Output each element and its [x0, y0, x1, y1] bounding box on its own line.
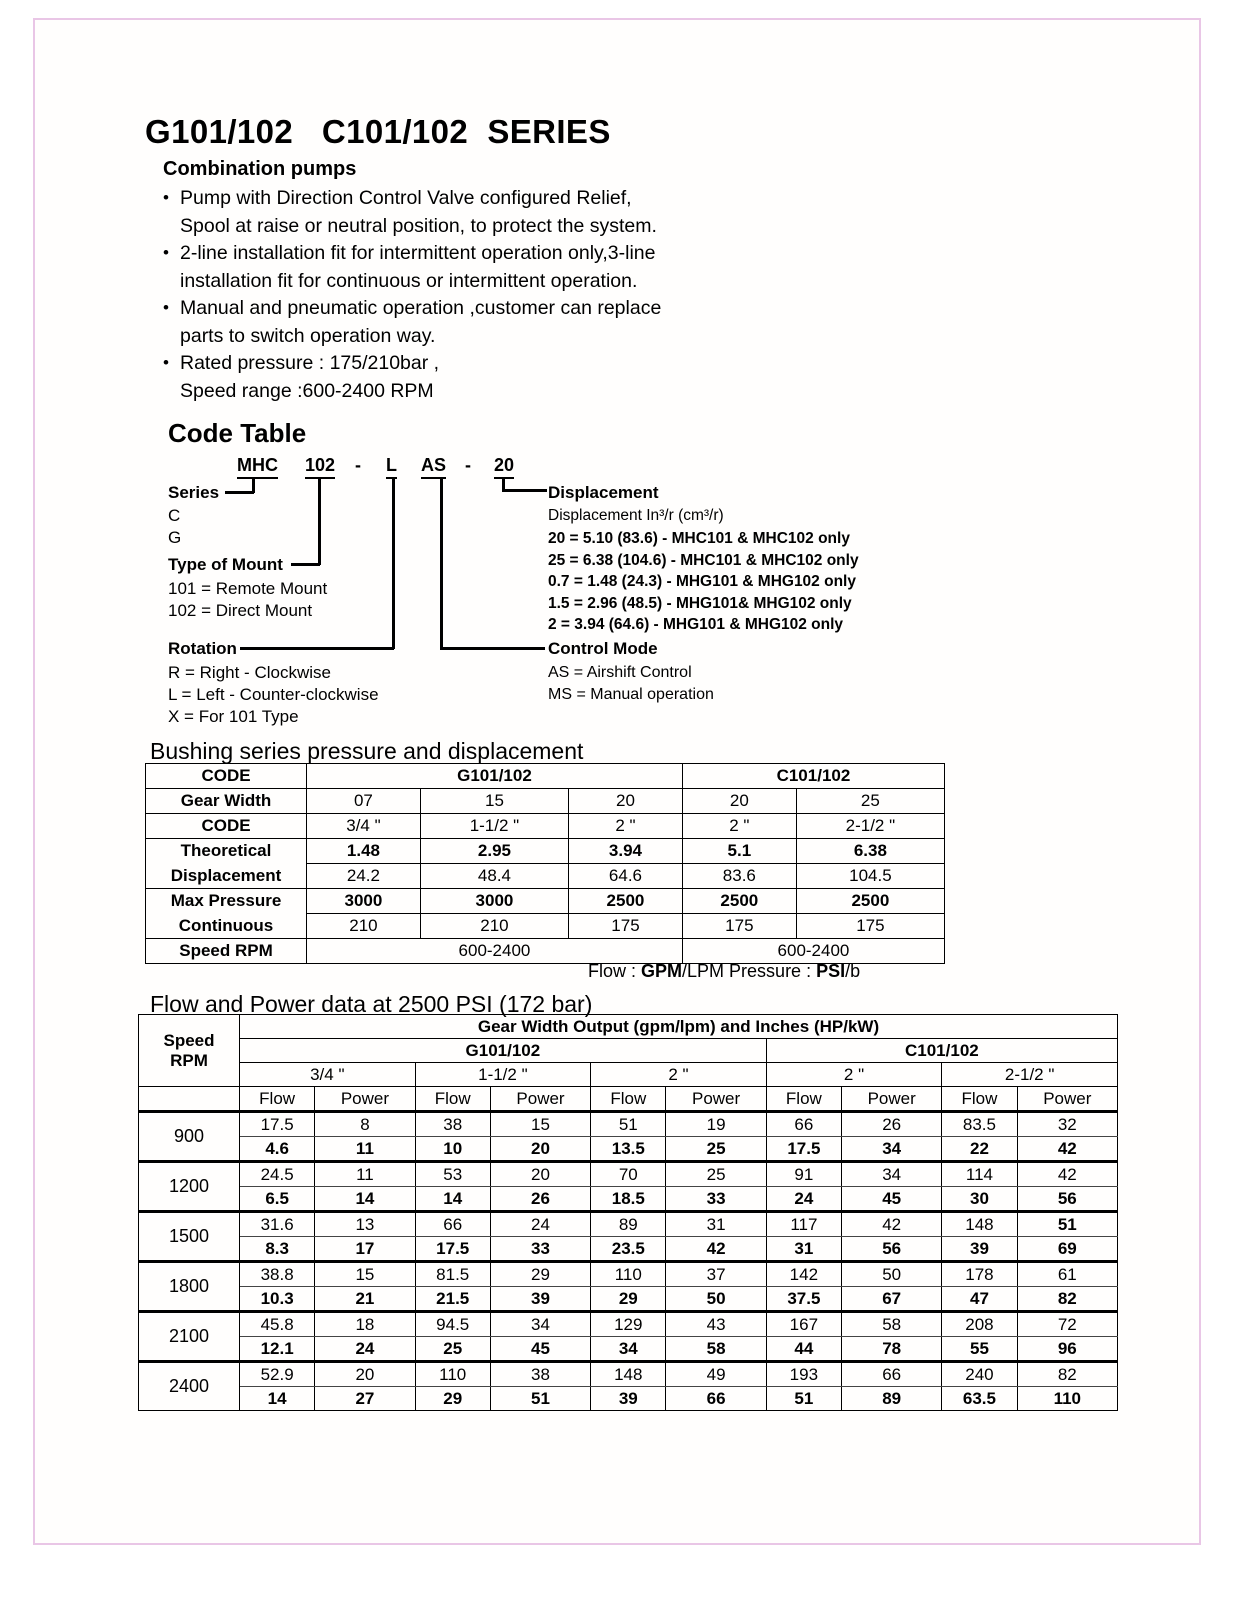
table-cell: 17.5 [415, 1237, 490, 1262]
flow-table-title: Flow and Power data at 2500 PSI (172 bar) [150, 991, 593, 1017]
units-note-gpm: GPM [641, 961, 683, 981]
table-cell: 17 [315, 1237, 415, 1262]
table-cell: 52.9 [240, 1362, 315, 1387]
table-cell: 83.6 [682, 864, 796, 889]
leader-line-rotation-vertical [392, 479, 395, 649]
row-label-rpm: 1500 [139, 1212, 240, 1262]
code-segment-rotation: L [386, 455, 397, 479]
col-header-power: Power [842, 1087, 942, 1112]
flow-group-g: G101/102 [240, 1039, 767, 1063]
table-cell: 32 [1017, 1112, 1117, 1137]
table-row [146, 939, 945, 964]
table-cell: 72 [1017, 1312, 1117, 1337]
table-cell: 17.5 [240, 1112, 315, 1137]
table-cell: 210 [420, 914, 568, 939]
units-note [588, 961, 860, 982]
table-cell: 600-2400 [682, 939, 944, 964]
table-cell: 39 [942, 1237, 1017, 1262]
table-cell: 61 [1017, 1262, 1117, 1287]
table-row [146, 814, 945, 839]
table-cell: 15 [315, 1262, 415, 1287]
leader-line-mount-horizontal [291, 563, 320, 566]
table-cell: 55 [942, 1337, 1017, 1362]
units-note-prefix: Flow : [588, 961, 642, 981]
table-row [146, 889, 945, 914]
table-cell: 2-1/2 " [796, 814, 944, 839]
feature-bullet-list [163, 185, 763, 405]
table-cell: 42 [666, 1237, 766, 1262]
bullet-line: Manual and pneumatic operation ,customer can replace [180, 297, 662, 319]
mount-option: 101 = Remote Mount [168, 579, 328, 598]
table-row [139, 1039, 1118, 1063]
table-cell: 2500 [682, 889, 796, 914]
bushing-code-header: CODE [146, 764, 307, 789]
table-cell: 89 [591, 1212, 666, 1237]
table-cell: 3.94 [569, 839, 683, 864]
table-cell: 47 [942, 1287, 1017, 1312]
leader-line-control-horizontal [440, 647, 545, 650]
table-cell: 34 [591, 1337, 666, 1362]
col-header-power: Power [490, 1087, 590, 1112]
table-cell: 175 [569, 914, 683, 939]
list-item [163, 240, 763, 268]
table-cell: 175 [682, 914, 796, 939]
table-cell: 8.3 [240, 1237, 315, 1262]
displacement-option: 25 = 6.38 (104.6) - MHC101 & MHC102 only [548, 551, 859, 569]
units-note-psi: PSI [816, 961, 846, 981]
flow-top-header: Gear Width Output (gpm/lpm) and Inches (HP/kW) [240, 1015, 1118, 1039]
code-segment-displacement: 20 [494, 455, 514, 479]
leader-line-rotation-horizontal [240, 647, 394, 650]
table-cell: 64.6 [569, 864, 683, 889]
table-cell: 66 [766, 1112, 841, 1137]
rotation-option: R = Right - Clockwise [168, 663, 331, 682]
table-cell: 3/4 " [307, 814, 421, 839]
row-label-rpm: 900 [139, 1112, 240, 1162]
table-cell: 21 [315, 1287, 415, 1312]
table-cell: 13.5 [591, 1137, 666, 1162]
code-separator-1: - [355, 455, 361, 475]
displacement-option: 0.7 = 1.48 (24.3) - MHG101 & MHG102 only [548, 573, 856, 590]
list-item [163, 295, 763, 323]
row-label-continuous: Continuous [146, 914, 307, 939]
bullet-line: parts to switch operation way. [180, 324, 436, 347]
table-cell: 11 [315, 1137, 415, 1162]
table-cell: 12.1 [240, 1337, 315, 1362]
table-cell: 66 [415, 1212, 490, 1237]
table-cell: 56 [1017, 1187, 1117, 1212]
table-cell: 5.1 [682, 839, 796, 864]
flow-group-c: C101/102 [766, 1039, 1117, 1063]
table-cell: 10.3 [240, 1287, 315, 1312]
table-row [139, 1387, 1118, 1411]
table-cell: 94.5 [415, 1312, 490, 1337]
table-cell: 38 [490, 1362, 590, 1387]
leader-line-displacement-horizontal [502, 489, 547, 492]
bullet-line: Rated pressure : 175/210bar , [180, 352, 440, 374]
table-cell: 25 [415, 1337, 490, 1362]
bushing-series-table [145, 763, 945, 964]
row-label-code-inch: CODE [146, 814, 307, 839]
table-cell: 66 [666, 1387, 766, 1411]
mount-option: 102 = Direct Mount [168, 601, 313, 620]
speed-rpm-header [139, 1015, 240, 1087]
table-cell: 69 [1017, 1237, 1117, 1262]
table-cell: 15 [420, 789, 568, 814]
table-cell: 240 [942, 1362, 1017, 1387]
table-cell: 39 [591, 1387, 666, 1411]
table-cell: 11 [315, 1162, 415, 1187]
table-cell: 2500 [796, 889, 944, 914]
displacement-options [548, 528, 859, 636]
units-note-lpm: /LPM Pressure : [682, 961, 817, 981]
row-label-theoretical: Theoretical [146, 839, 307, 864]
table-cell: 20 [569, 789, 683, 814]
table-cell: 6.38 [796, 839, 944, 864]
table-cell: 18 [315, 1312, 415, 1337]
table-cell: 33 [490, 1237, 590, 1262]
table-row [146, 864, 945, 889]
table-cell: 50 [666, 1287, 766, 1312]
table-cell: 17.5 [766, 1137, 841, 1162]
table-cell: 1.48 [307, 839, 421, 864]
table-row [139, 1237, 1118, 1262]
table-cell: 148 [591, 1362, 666, 1387]
table-row [139, 1137, 1118, 1162]
table-cell: 23.5 [591, 1237, 666, 1262]
table-cell: 104.5 [796, 864, 944, 889]
row-label-displacement: Displacement [146, 864, 307, 889]
table-row [146, 914, 945, 939]
table-cell: 24 [490, 1212, 590, 1237]
table-row [139, 1212, 1118, 1237]
table-cell: 29 [415, 1387, 490, 1411]
table-cell: 26 [842, 1112, 942, 1137]
bushing-group-c: C101/102 [682, 764, 944, 789]
table-row [139, 1287, 1118, 1312]
table-cell: 4.6 [240, 1137, 315, 1162]
table-cell: 24 [766, 1187, 841, 1212]
table-cell: 81.5 [415, 1262, 490, 1287]
table-cell: 129 [591, 1312, 666, 1337]
table-row [139, 1112, 1118, 1137]
table-cell: 27 [315, 1387, 415, 1411]
table-cell: 18.5 [591, 1187, 666, 1212]
table-cell: 34 [842, 1137, 942, 1162]
leader-line-mount-vertical [318, 479, 321, 565]
flow-width-col: 2 " [766, 1063, 942, 1087]
table-cell: 91 [766, 1162, 841, 1187]
bullet-line: 2-line installation fit for intermittent operation only,3-line [180, 242, 656, 264]
table-cell: 89 [842, 1387, 942, 1411]
col-header-power: Power [315, 1087, 415, 1112]
table-cell: 1-1/2 " [420, 814, 568, 839]
flow-width-col: 2 " [591, 1063, 767, 1087]
table-cell-empty [139, 1087, 240, 1112]
table-cell: 175 [796, 914, 944, 939]
table-cell: 22 [942, 1137, 1017, 1162]
table-cell: 2.95 [420, 839, 568, 864]
table-cell: 2 " [569, 814, 683, 839]
row-label-rpm: 2400 [139, 1362, 240, 1411]
displacement-label: Displacement [548, 483, 659, 502]
table-cell: 07 [307, 789, 421, 814]
rotation-option: X = For 101 Type [168, 707, 299, 726]
table-cell: 110 [591, 1262, 666, 1287]
table-cell: 31 [666, 1212, 766, 1237]
table-cell: 3000 [307, 889, 421, 914]
table-cell: 3000 [420, 889, 568, 914]
row-label-speed-rpm: Speed RPM [146, 939, 307, 964]
table-cell: 42 [842, 1212, 942, 1237]
control-mode-options [548, 662, 714, 706]
control-mode-label: Control Mode [548, 639, 658, 658]
table-cell: 25 [666, 1137, 766, 1162]
table-cell: 33 [666, 1187, 766, 1212]
series-options [168, 505, 181, 549]
table-cell: 148 [942, 1212, 1017, 1237]
table-cell: 31 [766, 1237, 841, 1262]
col-header-flow: Flow [240, 1087, 315, 1112]
table-cell: 31.6 [240, 1212, 315, 1237]
table-cell: 208 [942, 1312, 1017, 1337]
table-cell: 193 [766, 1362, 841, 1387]
table-cell: 178 [942, 1262, 1017, 1287]
table-cell: 114 [942, 1162, 1017, 1187]
table-cell: 13 [315, 1212, 415, 1237]
table-cell: 37 [666, 1262, 766, 1287]
table-cell: 51 [591, 1112, 666, 1137]
table-cell: 70 [591, 1162, 666, 1187]
code-segment-series: MHC [237, 455, 278, 479]
list-item [163, 185, 763, 213]
flow-power-table [138, 1014, 1118, 1411]
table-row [139, 1015, 1118, 1039]
table-cell: 2500 [569, 889, 683, 914]
table-cell: 51 [766, 1387, 841, 1411]
table-cell: 38 [415, 1112, 490, 1137]
table-cell: 48.4 [420, 864, 568, 889]
table-cell: 15 [490, 1112, 590, 1137]
table-cell: 78 [842, 1337, 942, 1362]
row-label-gear-width: Gear Width [146, 789, 307, 814]
table-cell: 38.8 [240, 1262, 315, 1287]
col-header-flow: Flow [942, 1087, 1017, 1112]
series-option: C [168, 506, 181, 525]
table-cell: 110 [1017, 1387, 1117, 1411]
table-cell: 49 [666, 1362, 766, 1387]
table-cell: 20 [315, 1362, 415, 1387]
table-cell: 44 [766, 1337, 841, 1362]
control-mode-option: AS = Airshift Control [548, 664, 692, 681]
mount-options [168, 578, 327, 622]
row-label-rpm: 1800 [139, 1262, 240, 1312]
table-cell: 53 [415, 1162, 490, 1187]
table-cell: 50 [842, 1262, 942, 1287]
table-cell: 600-2400 [307, 939, 683, 964]
table-cell: 29 [591, 1287, 666, 1312]
displacement-option: 2 = 3.94 (64.6) - MHG101 & MHG102 only [548, 616, 844, 633]
table-cell: 39 [490, 1287, 590, 1312]
table-cell: 51 [1017, 1212, 1117, 1237]
table-cell: 6.5 [240, 1187, 315, 1212]
table-cell: 58 [842, 1312, 942, 1337]
flow-width-col: 1-1/2 " [415, 1063, 591, 1087]
displacement-units: Displacement In³/r (cm³/r) [548, 507, 724, 524]
bushing-table-title: Bushing series pressure and displacement [150, 738, 584, 764]
table-cell: 42 [1017, 1137, 1117, 1162]
leader-line-series-horizontal [225, 491, 254, 494]
table-row [139, 1362, 1118, 1387]
table-row [139, 1087, 1118, 1112]
leader-line-control-vertical [440, 479, 443, 649]
table-cell: 24.5 [240, 1162, 315, 1187]
table-cell: 45.8 [240, 1312, 315, 1337]
code-table-title: Code Table [168, 418, 307, 448]
series-label: Series [168, 483, 220, 502]
table-cell: 21.5 [415, 1287, 490, 1312]
rpm-label: RPM [170, 1050, 208, 1070]
table-row [139, 1262, 1118, 1287]
mount-label: Type of Mount [168, 555, 283, 574]
table-cell: 51 [490, 1387, 590, 1411]
code-segment-mount: 102 [305, 455, 335, 479]
table-cell: 43 [666, 1312, 766, 1337]
table-row [146, 839, 945, 864]
table-cell: 19 [666, 1112, 766, 1137]
col-header-flow: Flow [766, 1087, 841, 1112]
table-cell: 25 [796, 789, 944, 814]
bushing-group-g: G101/102 [307, 764, 683, 789]
series-option: G [168, 528, 182, 547]
table-row [139, 1312, 1118, 1337]
table-cell: 63.5 [942, 1387, 1017, 1411]
bullet-line: Spool at raise or neutral position, to protect the system. [180, 214, 657, 237]
rotation-options [168, 662, 379, 728]
table-cell: 117 [766, 1212, 841, 1237]
table-cell: 167 [766, 1312, 841, 1337]
table-cell: 8 [315, 1112, 415, 1137]
table-cell: 14 [240, 1387, 315, 1411]
table-row [146, 764, 945, 789]
table-cell: 42 [1017, 1162, 1117, 1187]
table-row [139, 1162, 1118, 1187]
code-segment-control: AS [421, 455, 446, 479]
table-cell: 20 [682, 789, 796, 814]
col-header-flow: Flow [591, 1087, 666, 1112]
rotation-label: Rotation [168, 639, 237, 658]
displacement-option: 20 = 5.10 (83.6) - MHC101 & MHC102 only [548, 530, 850, 547]
table-cell: 96 [1017, 1337, 1117, 1362]
flow-width-col: 3/4 " [240, 1063, 416, 1087]
code-separator-2: - [465, 455, 471, 475]
bullet-line: Pump with Direction Control Valve configured Relief, [180, 187, 632, 209]
part-number-code-string [0, 455, 1236, 479]
table-cell: 2 " [682, 814, 796, 839]
table-cell: 110 [415, 1362, 490, 1387]
table-row [146, 789, 945, 814]
control-mode-option: MS = Manual operation [548, 686, 714, 703]
displacement-option: 1.5 = 2.96 (48.5) - MHG101& MHG102 only [548, 594, 852, 612]
table-cell: 10 [415, 1137, 490, 1162]
table-cell: 14 [315, 1187, 415, 1212]
table-row [139, 1337, 1118, 1362]
bullet-line: installation fit for continuous or intermittent operation. [180, 269, 638, 292]
table-cell: 25 [666, 1162, 766, 1187]
table-cell: 20 [490, 1137, 590, 1162]
table-cell: 83.5 [942, 1112, 1017, 1137]
row-label-rpm: 2100 [139, 1312, 240, 1362]
table-cell: 29 [490, 1262, 590, 1287]
table-cell: 37.5 [766, 1287, 841, 1312]
bullet-line: Speed range :600-2400 RPM [180, 379, 434, 402]
row-label-rpm: 1200 [139, 1162, 240, 1212]
rotation-option: L = Left - Counter-clockwise [168, 685, 379, 704]
table-cell: 210 [307, 914, 421, 939]
table-cell: 45 [490, 1337, 590, 1362]
table-row [139, 1063, 1118, 1087]
table-cell: 24.2 [307, 864, 421, 889]
table-row [139, 1187, 1118, 1212]
flow-width-col: 2-1/2 " [942, 1063, 1118, 1087]
table-cell: 58 [666, 1337, 766, 1362]
col-header-flow: Flow [415, 1087, 490, 1112]
col-header-power: Power [1017, 1087, 1117, 1112]
col-header-power: Power [666, 1087, 766, 1112]
table-cell: 67 [842, 1287, 942, 1312]
table-cell: 24 [315, 1337, 415, 1362]
table-cell: 82 [1017, 1362, 1117, 1387]
list-item [163, 350, 763, 378]
page-subtitle: Combination pumps [163, 158, 357, 180]
page-title: G101/102 C101/102 SERIES [145, 113, 611, 150]
speed-label: Speed [163, 1030, 215, 1050]
table-cell: 142 [766, 1262, 841, 1287]
row-label-max-pressure: Max Pressure [146, 889, 307, 914]
table-cell: 66 [842, 1362, 942, 1387]
table-cell: 82 [1017, 1287, 1117, 1312]
table-cell: 34 [842, 1162, 942, 1187]
table-cell: 26 [490, 1187, 590, 1212]
units-note-suffix: /b [845, 961, 861, 981]
table-cell: 34 [490, 1312, 590, 1337]
table-cell: 14 [415, 1187, 490, 1212]
table-cell: 45 [842, 1187, 942, 1212]
table-cell: 56 [842, 1237, 942, 1262]
table-cell: 20 [490, 1162, 590, 1187]
table-cell: 30 [942, 1187, 1017, 1212]
